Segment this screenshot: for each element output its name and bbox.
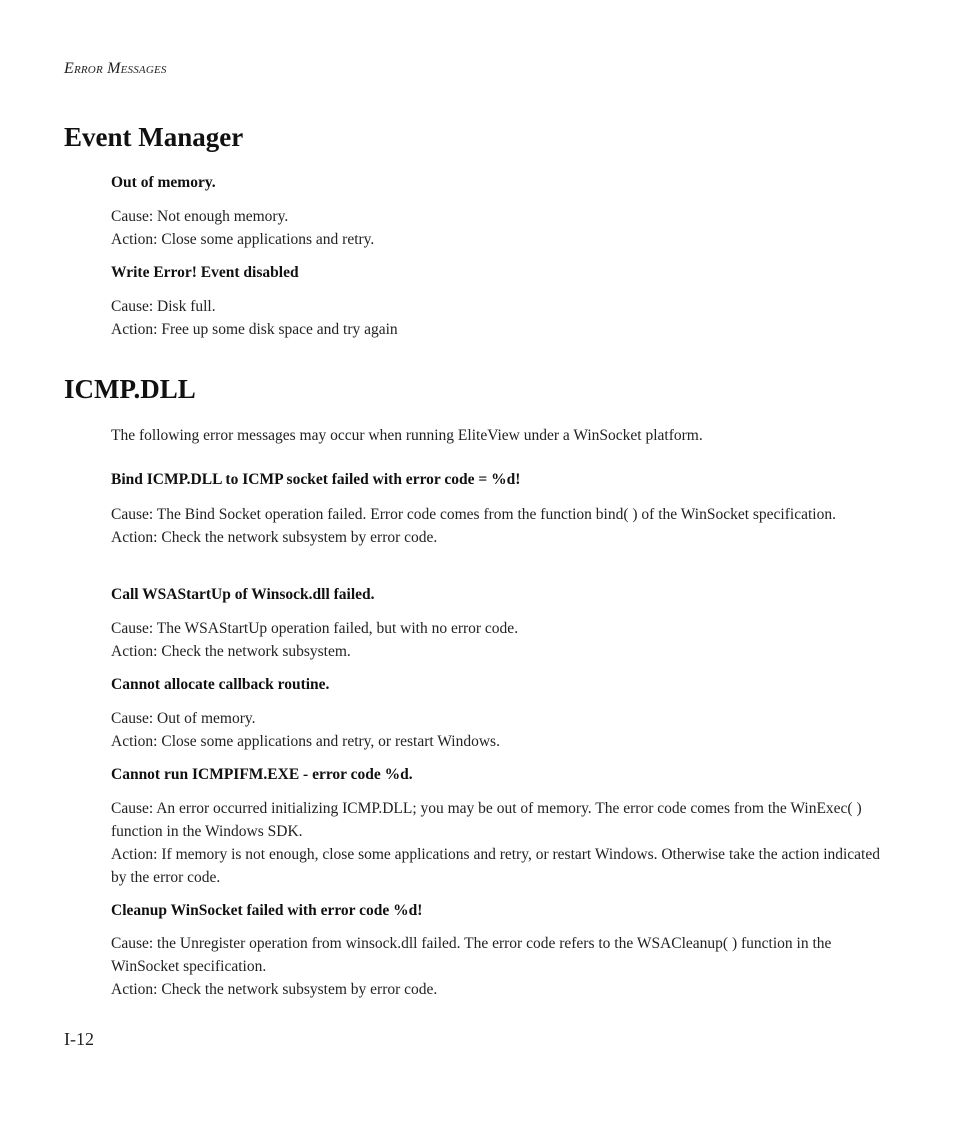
message-action: Action: Check the network subsystem by error code.: [111, 529, 438, 546]
message-block: [111, 172, 891, 194]
message-detail: [111, 932, 891, 1001]
message-block: [111, 764, 891, 786]
section-intro: [111, 424, 891, 447]
message-detail: [111, 205, 891, 251]
message-cause: Cause: An error occurred initializing ICMP.DLL; you may be out of memory. The error code comes from the WinExec( ) function in the Windows SDK.: [111, 800, 862, 840]
message-action: Action: Close some applications and retry.: [111, 231, 375, 248]
page-number: I-12: [64, 1029, 94, 1049]
message-action: Action: Check the network subsystem by error code.: [111, 981, 438, 998]
section-heading-event-manager: Event Manager: [64, 122, 244, 152]
section-heading-icmp-dll: ICMP.DLL: [64, 374, 196, 404]
message-cause: Cause: Not enough memory.: [111, 208, 289, 225]
message-title: Call WSAStartUp of Winsock.dll failed.: [111, 586, 375, 603]
message-title: Cleanup WinSocket failed with error code %d!: [111, 902, 423, 919]
message-block: [111, 900, 891, 922]
message-cause: Cause: The WSAStartUp operation failed, but with no error code.: [111, 620, 519, 637]
message-block: [111, 584, 891, 606]
message-action: Action: Check the network subsystem.: [111, 643, 351, 660]
message-title: Cannot run ICMPIFM.EXE - error code %d.: [111, 766, 413, 783]
message-detail: [111, 707, 891, 753]
message-block: [111, 262, 891, 284]
message-title: Out of memory.: [111, 174, 216, 191]
message-detail: [111, 503, 891, 549]
message-block: [111, 469, 891, 491]
message-cause: Cause: Out of memory.: [111, 710, 256, 727]
message-title: Write Error! Event disabled: [111, 264, 299, 281]
message-title: Cannot allocate callback routine.: [111, 676, 330, 693]
section-intro-text: The following error messages may occur when running EliteView under a WinSocket platform.: [111, 427, 703, 444]
message-cause: Cause: the Unregister operation from winsock.dll failed. The error code refers to the WSACleanup( ) function in the WinSocket specification.: [111, 935, 832, 975]
message-action: Action: If memory is not enough, close some applications and retry, or restart Windows. Otherwise take the action indicated by the error code.: [111, 846, 880, 886]
message-cause: Cause: Disk full.: [111, 298, 216, 315]
message-action: Action: Close some applications and retry, or restart Windows.: [111, 733, 500, 750]
message-detail: [111, 295, 891, 341]
message-action: Action: Free up some disk space and try again: [111, 321, 398, 338]
running-header: Error Messages: [64, 60, 167, 77]
message-detail: [111, 617, 891, 663]
message-title: Bind ICMP.DLL to ICMP socket failed with error code = %d!: [111, 471, 521, 488]
message-block: [111, 674, 891, 696]
message-detail: [111, 797, 891, 889]
message-cause: Cause: The Bind Socket operation failed. Error code comes from the function bind( ) of the WinSocket specification.: [111, 506, 836, 523]
